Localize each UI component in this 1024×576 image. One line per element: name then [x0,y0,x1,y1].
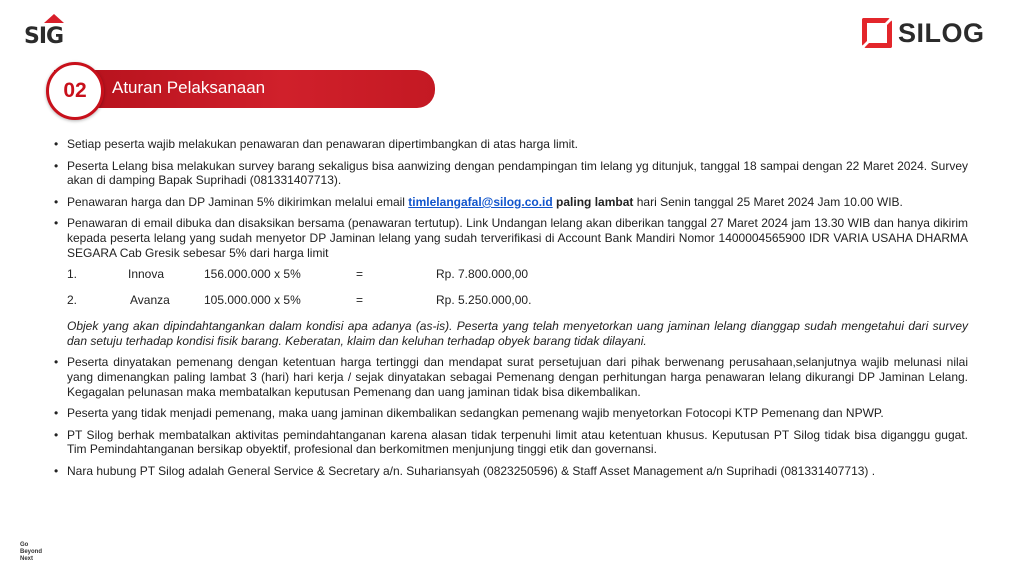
calc-item: Innova [128,267,165,282]
sig-logo-mark-icon [44,14,64,23]
calc-result: Rp. 5.250.000,00. [436,293,532,308]
rule-item-3 [54,195,968,210]
calc-eq: = [356,293,364,308]
rules-list [54,137,968,486]
section-title: Aturan Pelaksanaan [112,78,266,97]
rule-item-5: • Peserta dinyatakan pemenang dengan ketentuan harga tertinggi dan mendapat surat persetujuan dari pihak berwenang perusahaan,selanjutnya wajib melunasi nilai yang dimenangkan paling lambat 3 (hari) hari kerja / sejak dinyatakan sebagai Pemenang dengan perhitungan harga penawaran lelang dikurangi DP Jaminan Lelang. Kegagalan pelunasan maka membatalkan keputusan Pemenang dan uang jaminan tidak bisa dikembalikan. [54,355,968,399]
sig-logo [24,14,84,50]
rule-item-4: • Penawaran di email dibuka dan disaksikan bersama (penawaran tertutup). Link Undangan lelang akan diberikan tanggal 27 Maret 2024 jam 13.30 WIB dan hanya dikirim kepada peserta lelang yang sudah menyetor DP Jaminan lelang yang sudah terverifikasi di Account Bank Mandiri Nomor 1400004565900 IDR VARIA USAHA DHARMA SEGARA Cab Gresik sebesar 5% dari harga limit [54,216,968,260]
section-number: 02 [63,79,87,102]
go-beyond-next-mark [20,542,42,563]
calc-no: 2. [67,293,78,308]
rule-item-8: • Nara hubung PT Silog adalah General Service & Secretary a/n. Suhariansyah (0823250596) & Staff Asset Management a/n Suprihadi (081331407713) . [54,464,968,479]
calc-result: Rp. 7.800.000,00 [436,267,529,282]
silog-logo-text: SILOG [898,17,985,48]
footer-line-3: Next [20,556,34,562]
calc-base: 156.000.000 x 5% [204,267,301,282]
rule-item-2: • Peserta Lelang bisa melakukan survey barang sekaligus bisa aanwizing dengan pendampingan tim lelang yg ditunjuk, tanggal 18 sampai dengan 22 Maret 2024. Survey akan di damping Bapak Suprihadi (081331407713). [54,159,968,188]
rule-item-7: • PT Silog berhak membatalkan aktivitas pemindahtanganan karena alasan tidak terpenuhi limit atau ketentuan khusus. Keputusan PT Silog tidak bisa diganggu gugat. Tim Pemindahtanganan bersikap obyektif, profesional dan berkomitmen menjunjung tinggi etik dan governansi. [54,428,968,457]
rule-3-text-b: hari Senin tanggal 25 Maret 2024 Jam 10.00 WIB. [633,194,903,209]
calc-no: 1. [67,267,78,282]
as-is-note: Objek yang akan dipindahtangankan dalam kondisi apa adanya (as-is). Peserta yang telah menyetorkan uang jaminan lelang dianggap sudah mengetahui dari survey dan setuju terhadap kondisi fisik barang. Keberatan, klaim dan keluhan terhadap obyek barang tidak dilayani. [67,319,968,348]
calc-row-1 [54,267,968,285]
calc-base: 105.000.000 x 5% [204,293,301,308]
rule-item-1: • Setiap peserta wajib melakukan penawaran dan penawaran dipertimbangkan di atas harga limit. [54,137,968,152]
footer-line-1: Go [20,542,29,548]
calc-item: Avanza [130,293,170,308]
email-link[interactable]: timlelangafal@silog.co.id [408,194,553,209]
sig-logo-text: SIG [24,24,64,49]
silog-logo-icon [862,18,892,48]
calc-eq: = [356,267,364,282]
section-number-badge [46,62,104,120]
calc-row-2 [54,293,968,311]
footer-line-2: Beyond [20,549,43,555]
rule-3-deadline: paling lambat [552,194,634,209]
silog-logo [862,16,1004,50]
rule-item-6: • Peserta yang tidak menjadi pemenang, maka uang jaminan dikembalikan sedangkan pemenang wajib menyetorkan Fotocopi KTP Pemenang dan NPWP. [54,406,968,421]
rule-3-text-a: Penawaran harga dan DP Jaminan 5% dikirimkan melalui email [67,194,409,209]
